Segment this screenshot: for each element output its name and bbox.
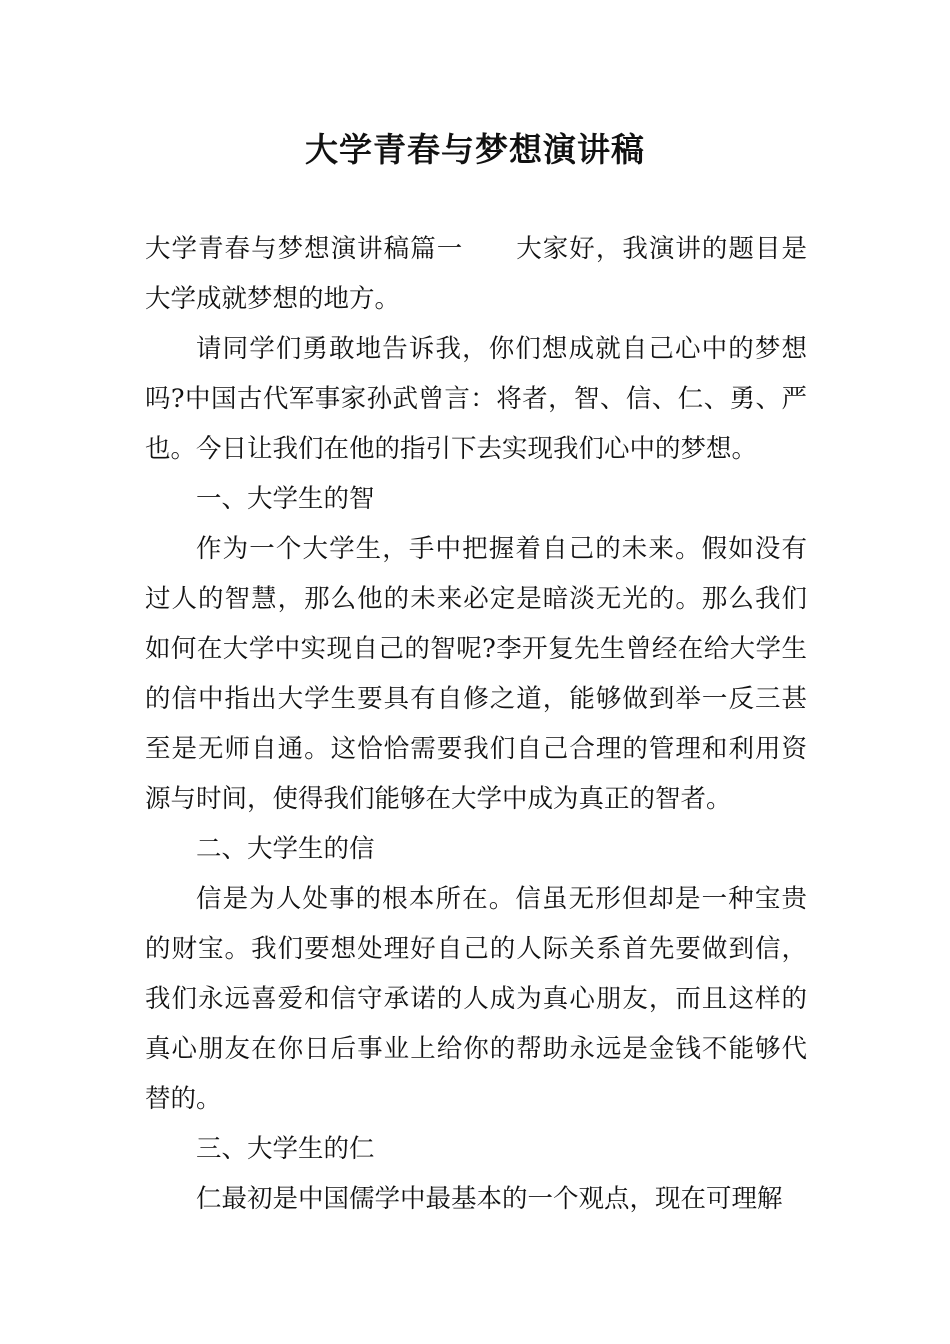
- paragraph-1: 请同学们勇敢地告诉我，你们想成就自己心中的梦想吗?中国古代军事家孙武曾言：将者，智、信、仁、勇、严也。今日让我们在他的指引下去实现我们心中的梦想。: [145, 334, 807, 464]
- section-heading-xin: 二、大学生的信: [196, 834, 375, 864]
- paragraph-4: 仁最初是中国儒学中最基本的一个观点，现在可理解: [196, 1184, 783, 1214]
- section-heading-ren: 三、大学生的仁: [196, 1134, 375, 1164]
- paragraph-3: 信是为人处事的根本所在。信虽无形但却是一种宝贵的财宝。我们要想处理好自己的人际关系首先要做到信，我们永远喜爱和信守承诺的人成为真心朋友，而且这样的真心朋友在你日后事业上给你的帮助永远是金钱不能够代替的。: [145, 884, 807, 1114]
- intro-text: 大家好，我演讲的题目是大学成就梦想的地方。: [145, 234, 807, 314]
- intro-paragraph: [145, 224, 807, 324]
- section-heading-zhi: 一、大学生的智: [196, 484, 375, 514]
- intro-lead: 大学青春与梦想演讲稿篇一: [145, 234, 464, 264]
- paragraph-2: 作为一个大学生，手中把握着自己的未来。假如没有过人的智慧，那么他的未来必定是暗淡无光的。那么我们如何在大学中实现自己的智呢?李开复先生曾经在给大学生的信中指出大学生要具有自修之道，能够做到举一反三甚至是无师自通。这恰恰需要我们自己合理的管理和利用资源与时间，使得我们能够在大学中成为真正的智者。: [145, 534, 807, 814]
- document-title: 大学青春与梦想演讲稿: [305, 130, 645, 169]
- document-body: [145, 224, 807, 1224]
